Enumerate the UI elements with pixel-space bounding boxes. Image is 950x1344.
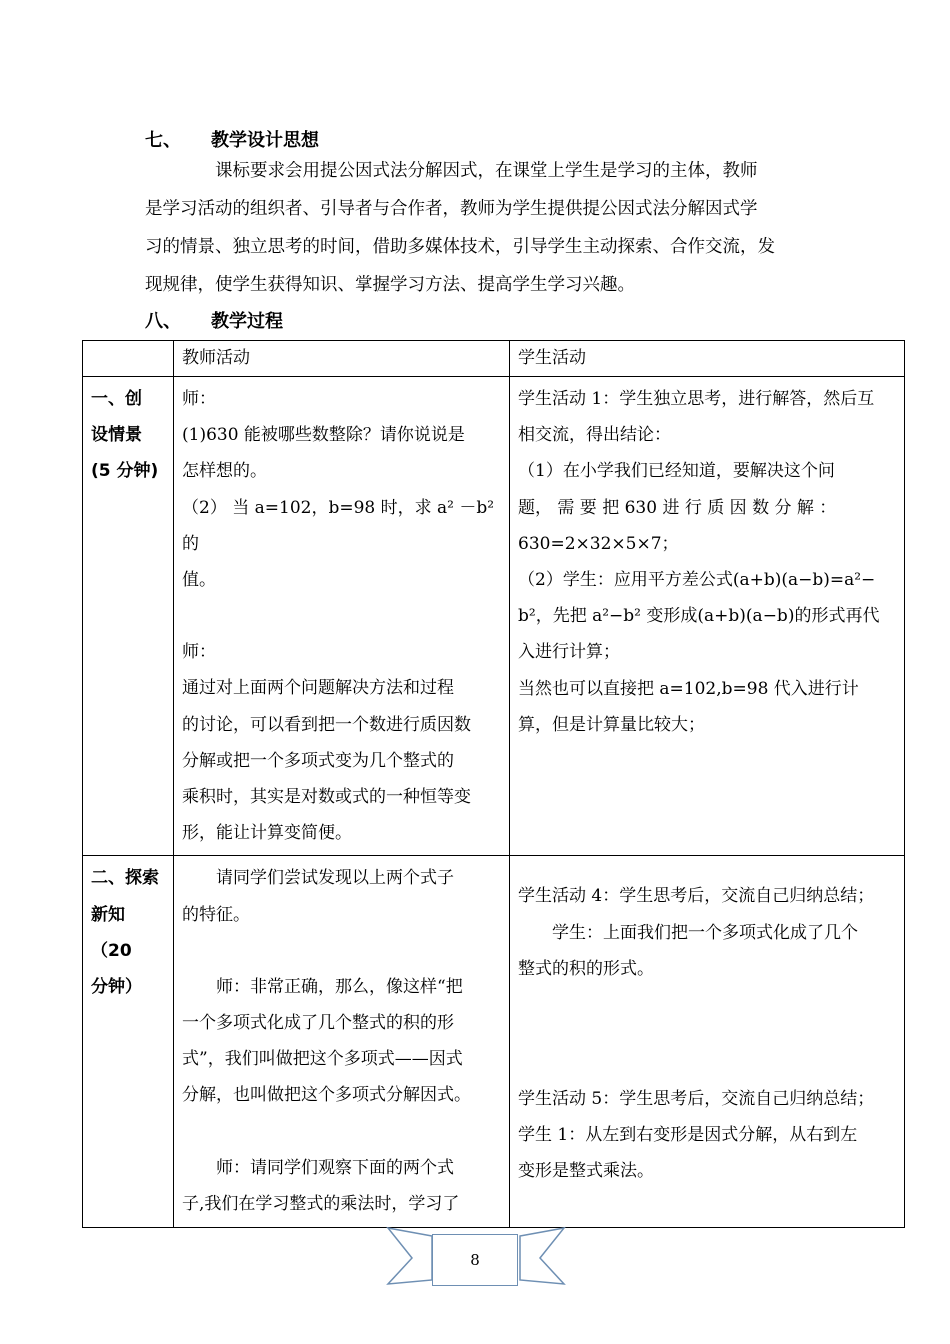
stage-cell-2: 二、探索 新知（20 分钟） [83, 856, 174, 1228]
header-student-activity: 学生活动 [510, 341, 905, 377]
teacher-activity-cell-2: 请同学们尝试发现以上两个式子 的特征。 师：非常正确，那么，像这样“把 一个多项式化成了几个整式的积的形 式”，我们叫做把这个多项式——因式 分解，也叫做把这个多项式分解因式。 师：请同学们观察下面的两个式 子,我们在学习整式的乘法时，学习了 [174, 856, 510, 1228]
table-header-row [83, 341, 905, 377]
table-row [83, 377, 905, 856]
teacher-activity-cell-1: 师： (1)630 能被哪些数整除？请你说说是 怎样想的。 （2） 当 a=102，b=98 时，求 a² －b² 的 值。 师： 通过对上面两个问题解决方法和过程 的讨论，可以看到把一个数进行质因数 分解或把一个多项式变为几个整式的 乘积时，其实是对数或式的一种恒等变 形，能让计算变简便。 [174, 377, 510, 856]
section7-title: 教学设计思想 [211, 130, 319, 151]
section7-heading [145, 126, 319, 152]
section7-number: 七、 [145, 130, 181, 151]
student-activity-cell-2: 学生活动 4：学生思考后，交流自己归纳总结； 学生：上面我们把一个多项式化成了几个 整式的积的形式。 学生活动 5：学生思考后，交流自己归纳总结； 学生 1：从左到右变形是因式分解，从右到左 变形是整式乘法。 [510, 856, 905, 1228]
student-activity-cell-1: 学生活动 1：学生独立思考，进行解答，然后互 相交流，得出结论： （1）在小学我们已经知道，要解决这个问 题， 需 要 把 630 进 行 质 因 数 分 解 ： 630=2×32×5×7； （2）学生：应用平方差公式(a+b)(a−b)=a²− b²，先把 a²−b² 变形成(a+b)(a−b)的形式再代 入进行计算； 当然也可以直接把 a=102,b=98 代入进行计 算，但是计算量比较大； [510, 377, 905, 856]
ribbon-right-tail [520, 1228, 564, 1284]
paragraph-line: 课标要求会用提公因式法分解因式，在课堂上学生是学习的主体，教师 [215, 161, 758, 181]
paragraph-line: 是学习活动的组织者、引导者与合作者，教师为学生提供提公因式法分解因式学 [145, 199, 758, 219]
paragraph-line: 习的情景、独立思考的时间，借助多媒体技术，引导学生主动探索、合作交流，发 [145, 237, 775, 257]
table-row [83, 856, 905, 1228]
section8-number: 八、 [145, 311, 181, 332]
section7-paragraph [145, 152, 810, 304]
header-stage-cell [83, 341, 174, 377]
stage-cell-1: 一、创 设情景 (5 分钟) [83, 377, 174, 856]
ribbon-left-tail [388, 1228, 432, 1284]
paragraph-line: 现规律，使学生获得知识、掌握学习方法、提高学生学习兴趣。 [145, 275, 635, 295]
section8-title: 教学过程 [211, 311, 283, 332]
header-teacher-activity: 教师活动 [174, 341, 510, 377]
page-number: 8 [432, 1234, 518, 1286]
teaching-process-table [82, 340, 905, 1228]
section8-heading [145, 307, 283, 333]
